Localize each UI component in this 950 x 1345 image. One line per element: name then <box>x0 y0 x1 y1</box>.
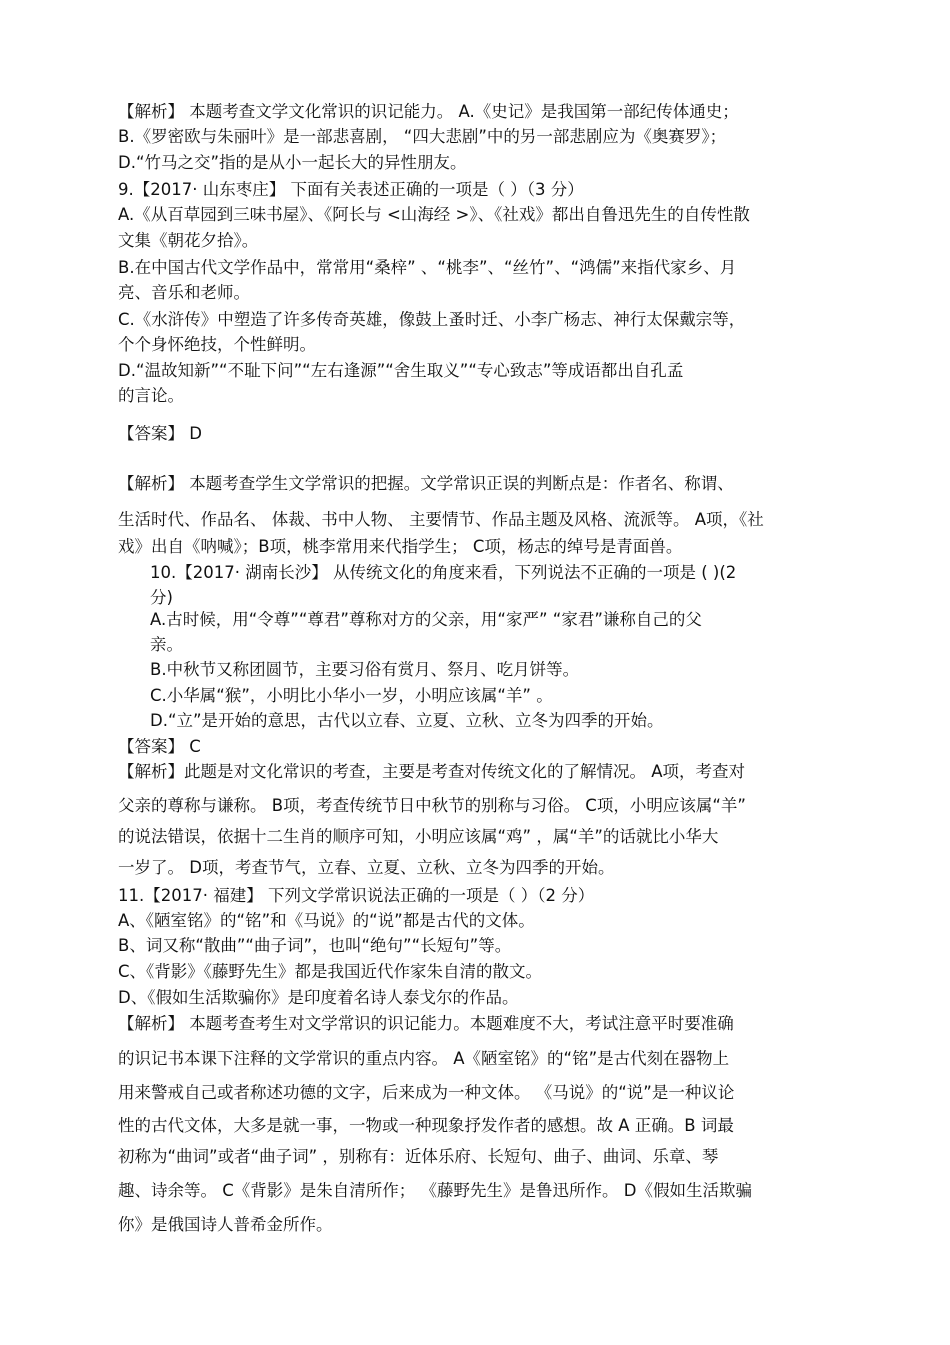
text-line: 生活时代、作品名、 体裁、书中人物、 主要情节、作品主题及风格、流派等。 A项，《社 <box>118 510 764 529</box>
text-line: 【解析】 本题考查考生对文学常识的识记能力。本题难度不大，考试注意平时要准确 <box>118 1014 734 1033</box>
text-line: 戏》出自《呐喊》；B项，桃李常用来代指学生； C项，杨志的绰号是青面兽。 <box>118 537 683 556</box>
text-line: B.《罗密欧与朱丽叶》是一部悲喜剧， “四大悲剧”中的另一部悲剧应为《奥赛罗》； <box>118 127 727 146</box>
text-line: 【答案】 C <box>118 737 201 756</box>
text-line: 【解析】此题是对文化常识的考查，主要是考查对传统文化的了解情况。 A项，考查对 <box>118 762 746 781</box>
text-line: B.在中国古代文学作品中，常常用“桑梓” 、“桃李”、“丝竹”、“鸿儒”来指代家乡、月 <box>118 258 737 277</box>
text-line: B、词又称“散曲”“曲子词”，也叫“绝句”“长短句”等。 <box>118 936 512 955</box>
text-line: 文集《朝花夕拾》。 <box>118 231 259 250</box>
text-line: D、《假如生活欺骗你》是印度着名诗人泰戈尔的作品。 <box>118 988 519 1007</box>
text-line: 性的古代文体，大多是就一事，一物或一种现象抒发作者的感想。故 A 正确。B 词最 <box>118 1116 734 1135</box>
text-line: 用来警戒自己或者称述功德的文字，后来成为一种文体。 《马说》的“说”是一种议论 <box>118 1083 735 1102</box>
text-line: 你》是俄国诗人普希金所作。 <box>118 1215 333 1234</box>
text-line: 初称为“曲词”或者“曲子词” ，别称有：近体乐府、长短句、曲子、曲词、乐章、琴 <box>118 1147 719 1166</box>
text-line: D.“温故知新”“不耻下问”“左右逢源”“舍生取义”“专心致志”等成语都出自孔孟 <box>118 361 684 380</box>
text-line: 的言论。 <box>118 386 184 405</box>
text-line: B.中秋节又称团圆节，主要习俗有赏月、祭月、吃月饼等。 <box>150 660 580 679</box>
text-line: D.“竹马之交”指的是从小一起长大的异性朋友。 <box>118 153 467 172</box>
text-line: D.“立”是开始的意思，古代以立春、立夏、立秋、立冬为四季的开始。 <box>150 711 664 730</box>
text-line: 亲。 <box>150 635 183 654</box>
text-line: C、《背影》《藤野先生》都是我国近代作家朱自清的散文。 <box>118 962 543 981</box>
text-line: A、《陋室铭》的“铭”和《马说》的“说”都是古代的文体。 <box>118 911 535 930</box>
text-line: 11.【2017· 福建】 下列文学常识说法正确的一项是（ ）（2 分） <box>118 886 595 905</box>
text-line: 个个身怀绝技，个性鲜明。 <box>118 335 316 354</box>
text-line: C.《水浒传》中塑造了许多传奇英雄，像鼓上蚤时迁、小李广杨志、神行太保戴宗等， <box>118 310 746 329</box>
text-line: 【解析】 本题考查学生文学常识的把握。文学常识正误的判断点是：作者名、称谓、 <box>118 474 734 493</box>
text-line: A.古时候，用“令尊”“尊君”尊称对方的父亲，用“家严” “家君”谦称自己的父 <box>150 610 702 629</box>
text-line: 9.【2017· 山东枣庄】 下面有关表述正确的一项是（ ）（3 分） <box>118 180 584 199</box>
text-line: 【解析】 本题考查文学文化常识的识记能力。 A.《史记》是我国第一部纪传体通史； <box>118 102 739 121</box>
text-line: 亮、音乐和老师。 <box>118 283 250 302</box>
text-line: C.小华属“猴”，小明比小华小一岁，小明应该属“羊” 。 <box>150 686 553 705</box>
text-line: 趣、诗余等。 C《背影》是朱自清所作； 《藤野先生》是鲁迅所作。 D《假如生活欺骗 <box>118 1181 752 1200</box>
text-line: 10.【2017· 湖南长沙】 从传统文化的角度来看，下列说法不正确的一项是 ( )(2 <box>150 563 737 582</box>
text-line: 父亲的尊称与谦称。 B项，考查传统节日中秋节的别称与习俗。 C项，小明应该属“羊” <box>118 796 746 815</box>
text-line: A.《从百草园到三味书屋》、《阿长与 <山海经 >》、《社戏》都出自鲁迅先生的自传性散 <box>118 205 750 224</box>
text-line: 的识记书本课下注释的文学常识的重点内容。 A《陋室铭》的“铭”是古代刻在器物上 <box>118 1049 730 1068</box>
text-line: 分) <box>150 588 173 607</box>
text-line: 一岁了。 D项，考查节气，立春、立夏、立秋、立冬为四季的开始。 <box>118 858 615 877</box>
text-line: 【答案】 D <box>118 424 202 443</box>
text-line: 的说法错误，依据十二生肖的顺序可知，小明应该属“鸡” ，属“羊”的话就比小华大 <box>118 827 719 846</box>
